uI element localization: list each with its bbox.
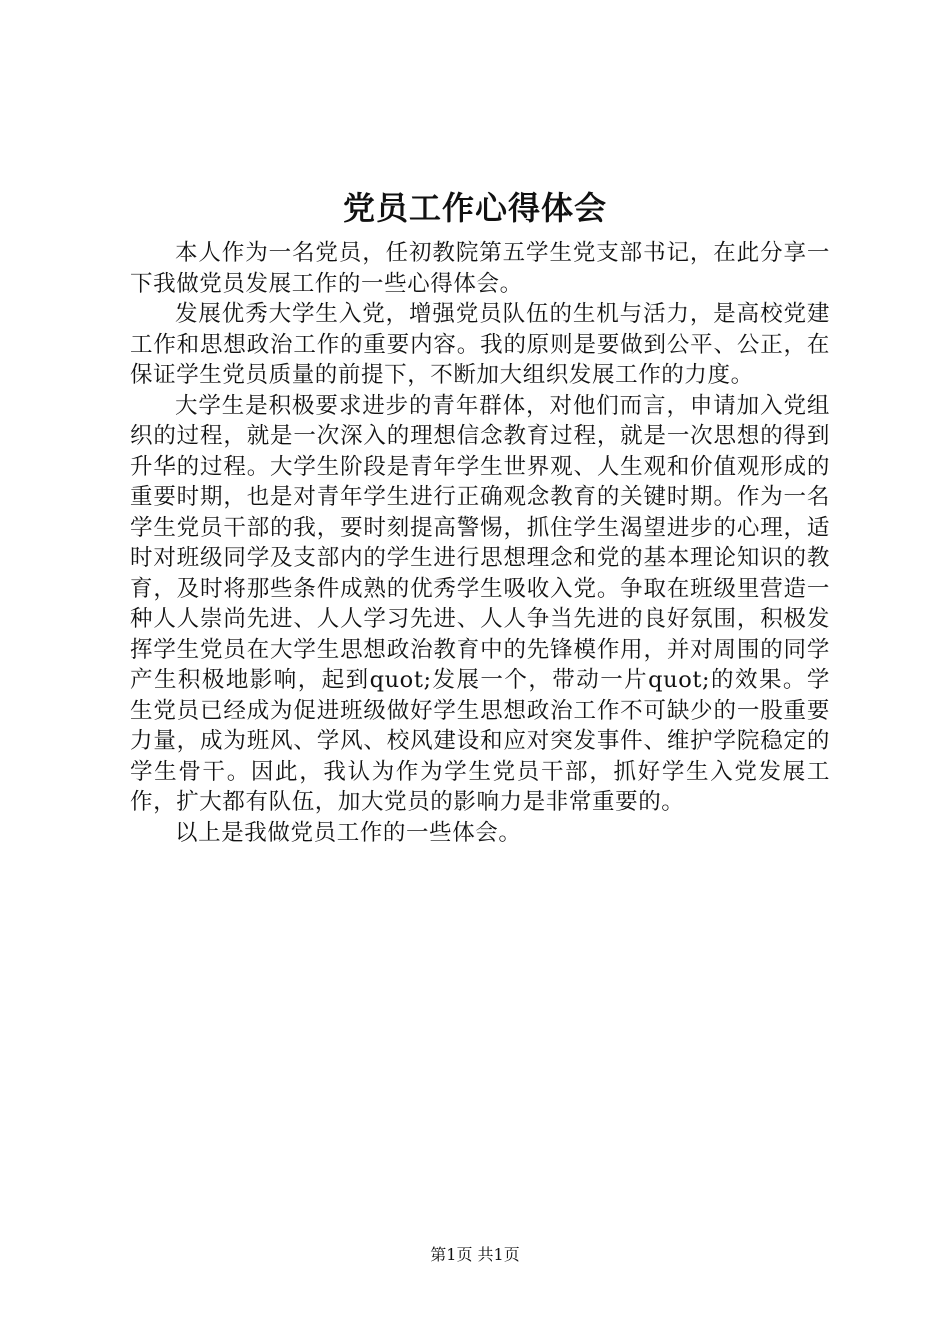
page-footer: 第1页 共1页 xyxy=(430,1245,520,1264)
document-title: 党员工作心得体会 xyxy=(342,189,607,227)
paragraph-conclusion: 以上是我做党员工作的一些体会。 xyxy=(175,819,522,846)
paragraph-principle: 发展优秀大学生入党，增强党员队伍的生机与活力，是高校党建工作和思想政治工作的重要内容。我的原则是要做到公平、公正，在保证学生党员质量的前提下，不断加大组织发展工作的力度。 xyxy=(130,301,830,388)
document-body xyxy=(130,238,830,848)
paragraph-intro: 本人作为一名党员，任初教院第五学生党支部书记，在此分享一下我做党员发展工作的一些心得体会。 xyxy=(130,240,830,297)
paragraph-main: 大学生是积极要求进步的青年群体，对他们而言，申请加入党组织的过程，就是一次深入的理想信念教育过程，就是一次思想的得到升华的过程。大学生阶段是青年学生世界观、人生观和价值观形成的重要时期，也是对青年学生进行正确观念教育的关键时期。作为一名学生党员干部的我，要时刻提高警惕，抓住学生渴望进步的心理，适时对班级同学及支部内的学生进行思想理念和党的基本理论知识的教育，及时将那些条件成熟的优秀学生吸收入党。争取在班级里营造一种人人崇尚先进、人人学习先进、人人争当先进的良好氛围，积极发挥学生党员在大学生思想政治教育中的先锋模作用，并对周围的同学产生积极地影响，起到quot;发展一个，带动一片quot;的效果。学生党员已经成为促进班级做好学生思想政治工作不可缺少的一股重要力量，成为班风、学风、校风建设和应对突发事件、维护学院稳定的学生骨干。因此，我认为作为学生党员干部，抓好学生入党发展工作，扩大都有队伍，加大党员的影响力是非常重要的。 xyxy=(130,392,830,815)
